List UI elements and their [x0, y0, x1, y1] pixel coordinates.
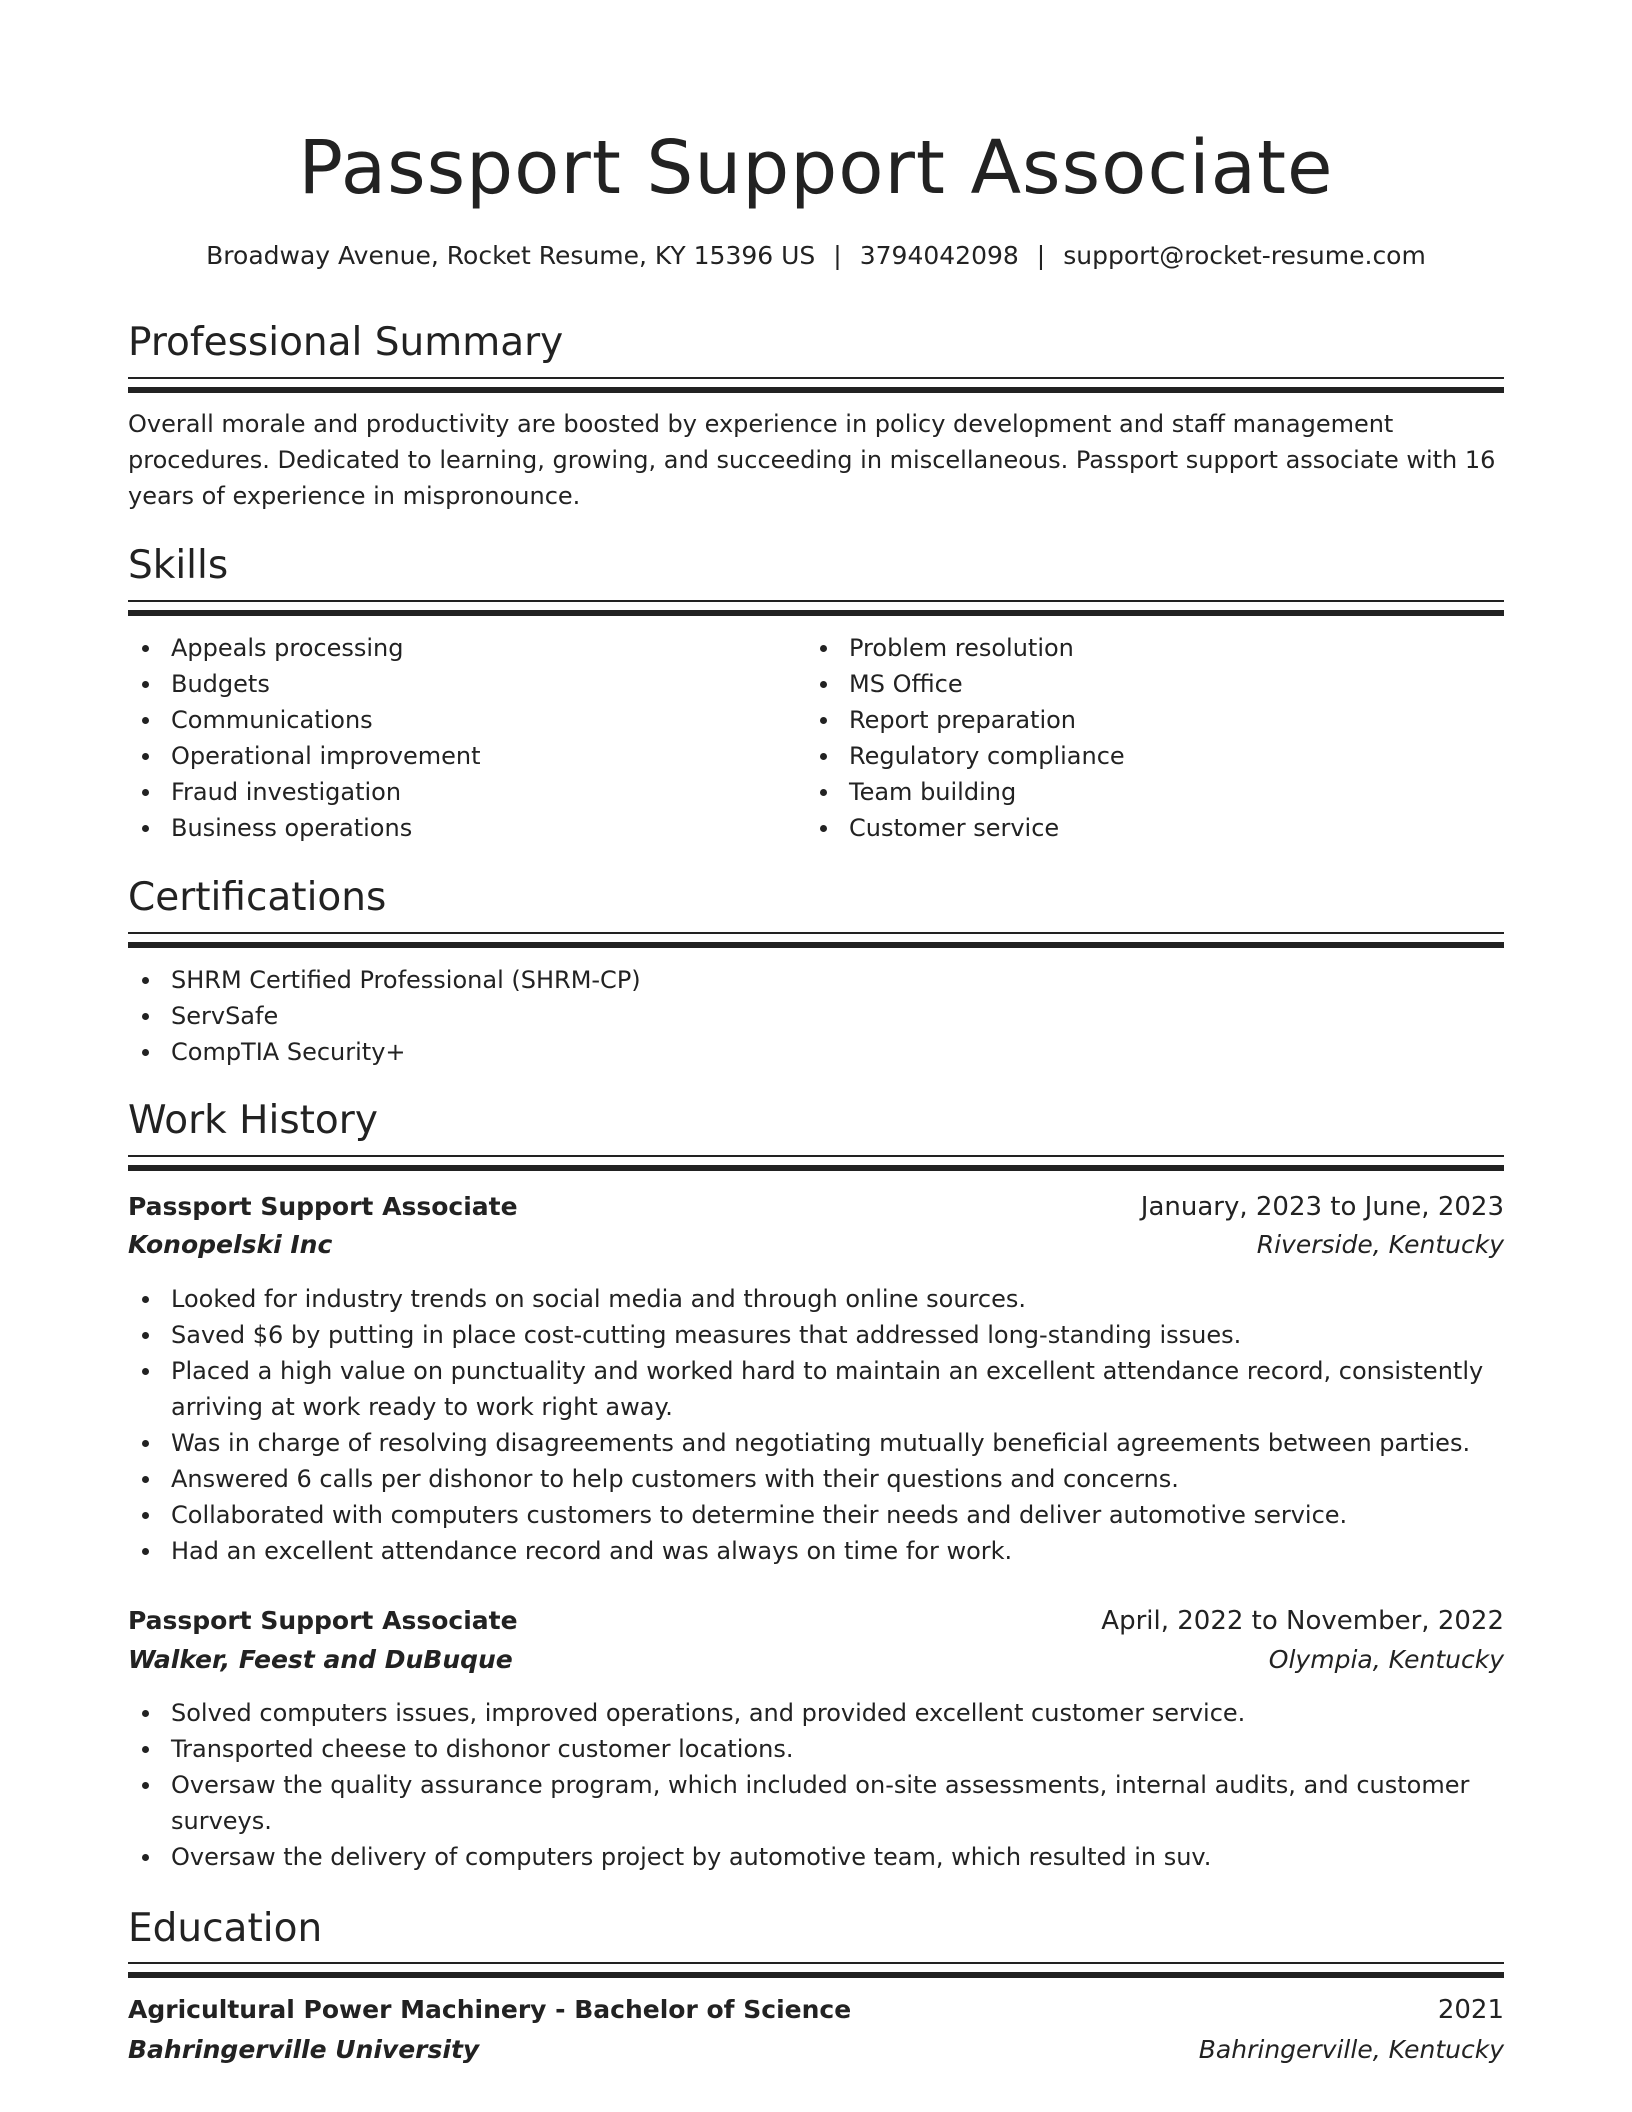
section-divider [128, 600, 1504, 614]
job-bullets [128, 1281, 1504, 1569]
job-subheader [128, 1225, 1504, 1265]
school-location: Bahringerville, Kentucky [1198, 2035, 1504, 2064]
skill-item: Regulatory compliance [806, 738, 1466, 774]
summary-heading: Professional Summary [128, 320, 564, 365]
section-divider [128, 1155, 1504, 1169]
job-header [128, 1187, 1504, 1227]
job-bullet: Oversaw the delivery of computers project by automotive team, which resulted in suv. [128, 1839, 1504, 1875]
certifications-list [128, 962, 1504, 1070]
job-location: Riverside, Kentucky [1256, 1230, 1504, 1259]
education-subheader [128, 2030, 1504, 2070]
summary-text: Overall morale and productivity are boosted by experience in policy development and staff management procedures. Dedicated to learning, growing, and succeeding in miscellaneous. Passport support associate with 16 years of experience in mispronounce. [128, 410, 1496, 510]
work-history-heading: Work History [128, 1098, 378, 1143]
job-title: Passport Support Associate [128, 1606, 518, 1635]
job-bullet: Was in charge of resolving disagreements and negotiating mutually beneficial agreements between parties. [128, 1425, 1504, 1461]
section-divider [128, 932, 1504, 946]
skill-item: Communications [128, 702, 788, 738]
skill-item: Budgets [128, 666, 788, 702]
job-bullet: Collaborated with computers customers to determine their needs and deliver automotive service. [128, 1497, 1504, 1533]
skill-item: MS Office [806, 666, 1466, 702]
job-bullet: Had an excellent attendance record and was always on time for work. [128, 1533, 1504, 1569]
job-dates: April, 2022 to November, 2022 [1101, 1606, 1504, 1636]
degree-name: Agricultural Power Machinery - Bachelor of Science [128, 1995, 852, 2024]
skill-item: Business operations [128, 810, 788, 846]
certifications-heading: Certifications [128, 875, 387, 920]
job-header [128, 1601, 1504, 1641]
skill-item: Report preparation [806, 702, 1466, 738]
job-bullet: Placed a high value on punctuality and worked hard to maintain an excellent attendance record, consistently arriving at work ready to work right away. [128, 1353, 1504, 1425]
skill-item: Fraud investigation [128, 774, 788, 810]
contact-separator: | [833, 241, 842, 270]
education-heading: Education [128, 1906, 323, 1951]
certification-item: SHRM Certified Professional (SHRM-CP) [128, 962, 1504, 998]
job-bullet: Transported cheese to dishonor customer locations. [128, 1731, 1504, 1767]
certification-item: ServSafe [128, 998, 1504, 1034]
job-title: Passport Support Associate [128, 1192, 518, 1221]
section-divider [128, 1962, 1504, 1976]
job-bullet: Oversaw the quality assurance program, which included on-site assessments, internal audits, and customer surveys. [128, 1767, 1504, 1839]
skills-list-right [806, 630, 1466, 846]
skills-list-left [128, 630, 788, 846]
job-bullet: Solved computers issues, improved operations, and provided excellent customer service. [128, 1695, 1504, 1731]
contact-separator: | [1036, 241, 1046, 270]
section-divider [128, 377, 1504, 391]
job-bullet: Looked for industry trends on social media and through online sources. [128, 1281, 1504, 1317]
company-name: Konopelski Inc [128, 1230, 333, 1259]
graduation-year: 2021 [1437, 1995, 1504, 2025]
phone-text: 3794042098 [859, 241, 1019, 270]
skill-item: Appeals processing [128, 630, 788, 666]
skill-item: Operational improvement [128, 738, 788, 774]
contact-line [128, 238, 1504, 274]
job-bullet: Answered 6 calls per dishonor to help customers with their questions and concerns. [128, 1461, 1504, 1497]
skill-item: Problem resolution [806, 630, 1466, 666]
job-bullet: Saved $6 by putting in place cost-cutting measures that addressed long-standing issues. [128, 1317, 1504, 1353]
job-dates: January, 2023 to June, 2023 [1140, 1192, 1504, 1222]
certification-item: CompTIA Security+ [128, 1034, 1504, 1070]
skills-heading: Skills [128, 543, 229, 588]
skill-item: Team building [806, 774, 1466, 810]
job-subheader [128, 1640, 1504, 1680]
job-bullets [128, 1695, 1504, 1875]
job-location: Olympia, Kentucky [1268, 1645, 1504, 1674]
education-header [128, 1990, 1504, 2030]
email-link[interactable]: support@rocket-resume.com [1063, 241, 1426, 270]
candidate-name: Passport Support Associate [298, 125, 1334, 211]
skill-item: Customer service [806, 810, 1466, 846]
address-text: Broadway Avenue, Rocket Resume, KY 15396 US [206, 241, 816, 270]
company-name: Walker, Feest and DuBuque [128, 1645, 513, 1674]
school-name: Bahringerville University [128, 2035, 480, 2064]
